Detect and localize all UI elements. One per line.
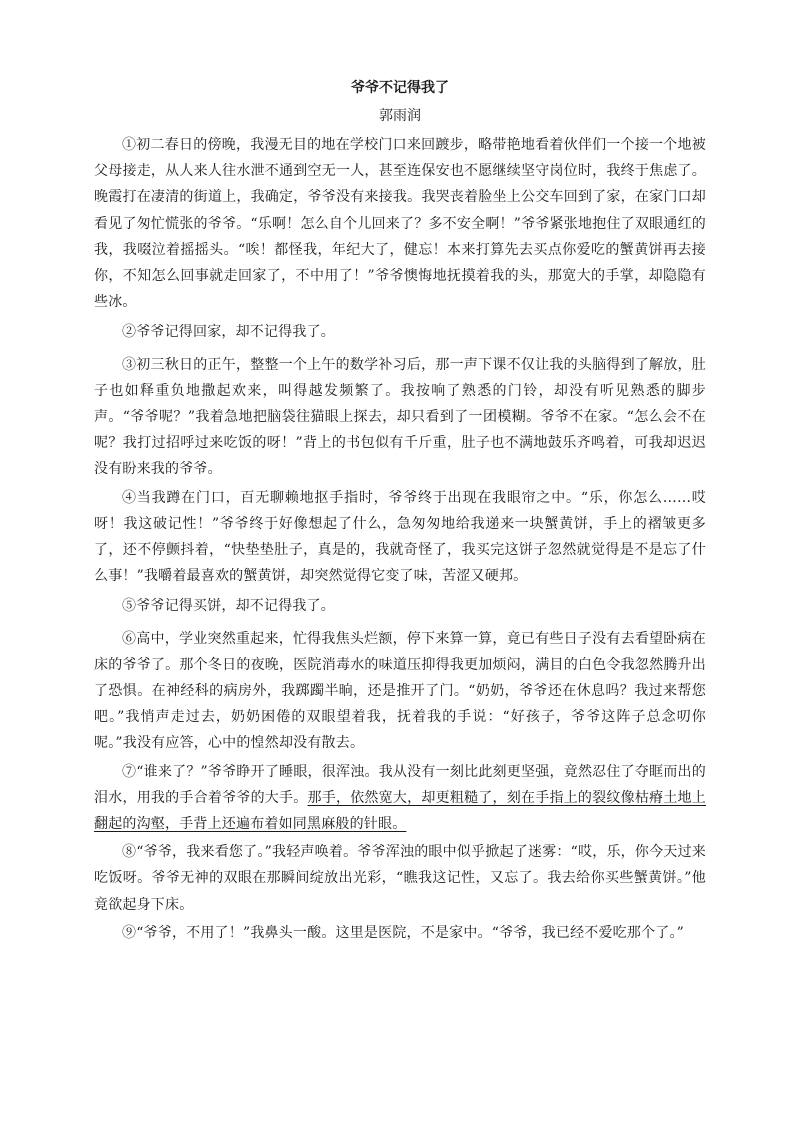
paragraph-5: ⑤爷爷记得买饼，却不记得我了。 [122,598,335,615]
paragraph-7 [94,759,706,838]
paragraph-4: ④当我蹲在门口，百无聊赖地抠手指时，爷爷终于出现在我眼帘之中。“乐，你怎么……哎呀！我这破记性！”爷爷终于好像想起了什么，急匆匆地给我递来一块蟹黄饼，手上的褶皱更多了，还不停颤抖着，“快垫垫肚子，真是的，我就奇怪了，我买完这饼子忽然就觉得是不是忘了什么事！”我嚼着最喜欢的蟹黄饼，却突然觉得它变了味，苦涩又硬邦。 [94,489,706,585]
article-author: 郭雨润 [379,108,421,124]
paragraph-8: ⑧“爷爷，我来看您了。”我轻声唤着。爷爷浑浊的眼中似乎掀起了迷雾：“哎，乐，你今天过来吃饭呀。爷爷无神的双眼在那瞬间绽放出光彩，“瞧我这记性，又忘了。我去给你买些蟹黄饼。”他竟欲起身下床。 [94,844,706,913]
paragraph-7-plain: ⑦“谁来了？”爷爷睁开了睡眼，很浑浊。我从没有一刻比此刻更坚强，竟然忍住了夺眶而出的泪水，用我的手合着爷爷的大手。 [94,763,706,806]
paragraph-1: ①初二春日的傍晚，我漫无目的地在学校门口来回踱步，略带艳地看着伙伴们一个接一个地被父母接走，从人来人往水泄不通到空无一人，甚至连保安也不愿继续坚守岗位时，我终于焦虑了。晚霞打在凄清的街道上，我确定，爷爷没有来接我。我哭丧着脸坐上公交车回到了家，在家门口却看见了匆忙慌张的爷爷。“乐啊！怎么自个儿回来了？多不安全啊！”爷爷紧张地抱住了双眼通红的我，我啜泣着摇摇头。“唉！都怪我，年纪大了，健忘！本来打算先去买点你爱吃的蟹黄饼再去接你，不知怎么回事就走回家了，不中用了！”爷爷懊悔地抚摸着我的头，那宽大的手掌，却隐隐有些冰。 [94,137,706,311]
paragraph-7-underlined-sentence: 那手，依然宽大，却更粗糙了，刻在手指上的裂纹像枯瘠土地上翻起的沟壑，手背上还遍布着如同黑麻般的针眼。 [94,789,706,833]
article-title: 爷爷不记得我了 [351,80,449,96]
document-page [94,78,706,948]
paragraph-2: ②爷爷记得回家，却不记得我了。 [122,324,335,341]
paragraph-9: ⑨“爷爷，不用了！”我鼻头一酸。这里是医院，不是家中。“爷爷，我已经不爱吃那个了。” [122,924,685,941]
paragraph-3: ③初三秋日的正午，整整一个上午的数学补习后，那一声下课不仅让我的头脑得到了解放，肚子也如释重负地撒起欢来，叫得越发频繁了。我按响了熟悉的门铃，却没有听见熟悉的脚步声。“爷爷呢？”我着急地把脑袋往猫眼上探去，却只看到了一团模糊。爷爷不在家。“怎么会不在呢？我打过招呼过来吃饭的呀！”背上的书包似有千斤重，肚子也不满地鼓乐齐鸣着，可我却迟迟没有盼来我的爷爷。 [94,356,706,478]
paragraph-6: ⑥高中，学业突然重起来，忙得我焦头烂额，停下来算一算，竟已有些日子没有去看望卧病在床的爷爷了。那个冬日的夜晚，医院消毒水的味道压抑得我更加烦闷，满目的白色令我忽然腾升出了恐惧。在神经科的病房外，我踯躅半晌，还是推开了门。“奶奶，爷爷还在休息吗？我过来帮您吧。”我悄声走过去，奶奶困倦的双眼望着我，抚着我的手说：“好孩子，爷爷这阵子总念叨你呢。”我没有应答，心中的惶然却没有散去。 [94,630,706,752]
